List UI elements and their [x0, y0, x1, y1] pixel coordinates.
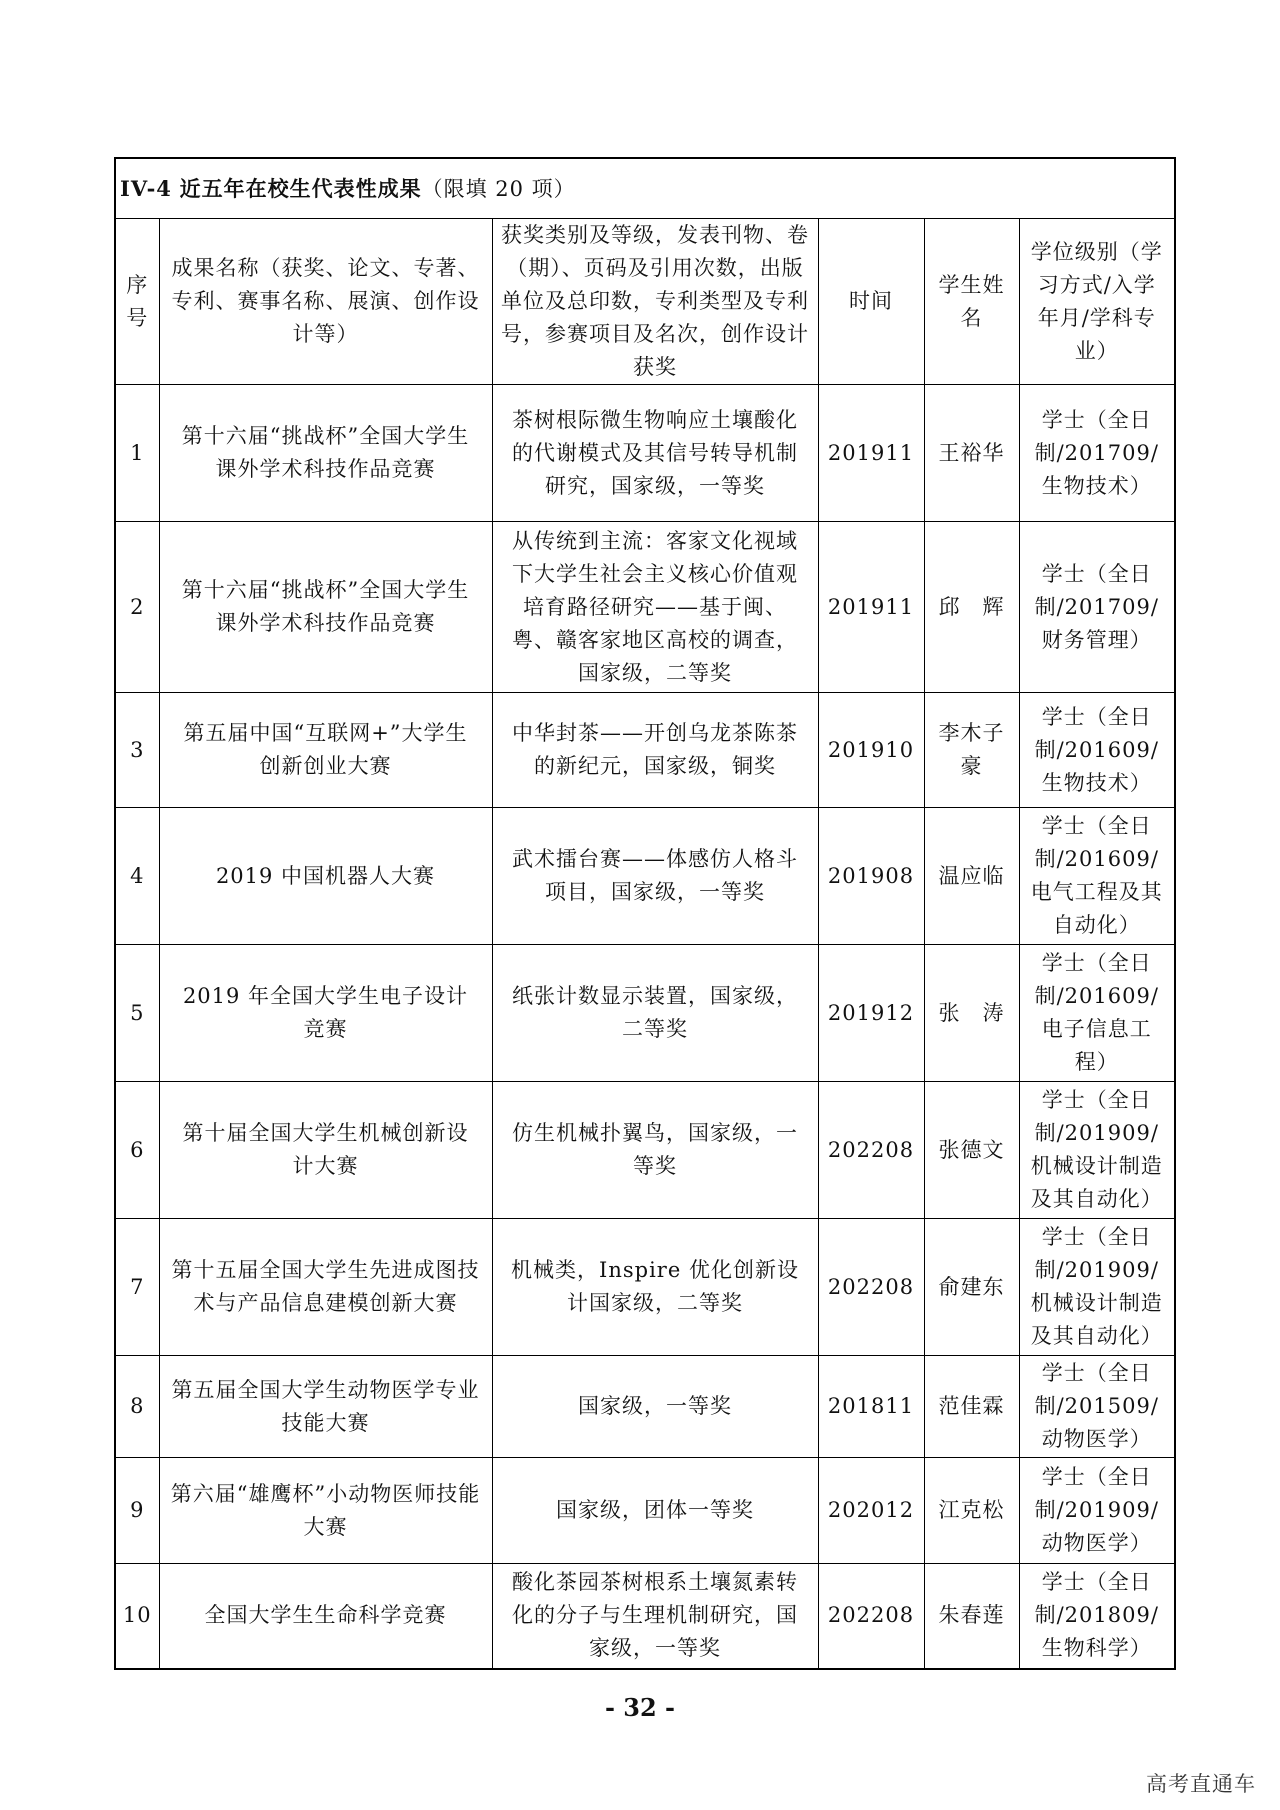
table-row — [115, 808, 1175, 945]
row-detail: 酸化茶园茶树根系土壤氮素转化的分子与生理机制研究，国家级，一等奖 — [492, 1564, 818, 1669]
title-code: IV-4 — [120, 175, 172, 201]
row-name: 第五届全国大学生动物医学专业技能大赛 — [159, 1356, 492, 1458]
title-text: 近五年在校生代表性成果 — [179, 175, 422, 201]
header-detail: 获奖类别及等级，发表刊物、卷（期）、页码及引用次数，出版单位及总印数，专利类型及专利号，参赛项目及名次，创作设计获奖 — [492, 219, 818, 385]
row-detail: 中华封茶——开创乌龙茶陈茶的新纪元，国家级，铜奖 — [492, 693, 818, 808]
row-degree: 学士（全日制/201809/生物科学） — [1019, 1564, 1175, 1669]
row-detail: 纸张计数显示装置，国家级，二等奖 — [492, 945, 818, 1082]
header-time: 时间 — [818, 219, 924, 385]
row-name: 全国大学生生命科学竞赛 — [159, 1564, 492, 1669]
row-detail: 仿生机械扑翼鸟，国家级，一等奖 — [492, 1082, 818, 1219]
row-name: 2019 年全国大学生电子设计竞赛 — [159, 945, 492, 1082]
row-seq: 4 — [115, 808, 159, 945]
header-name: 成果名称（获奖、论文、专著、专利、赛事名称、展演、创作设计等） — [159, 219, 492, 385]
row-time: 202012 — [818, 1458, 924, 1564]
row-detail: 机械类，Inspire 优化创新设计国家级，二等奖 — [492, 1219, 818, 1356]
row-student: 范佳霖 — [924, 1356, 1019, 1458]
title-note: （限填 20 项） — [421, 176, 576, 201]
header-student: 学生姓名 — [924, 219, 1019, 385]
table-row — [115, 385, 1175, 522]
row-seq: 1 — [115, 385, 159, 522]
row-detail: 武术擂台赛——体感仿人格斗项目，国家级，一等奖 — [492, 808, 818, 945]
row-student: 张德文 — [924, 1082, 1019, 1219]
table-row — [115, 1564, 1175, 1669]
row-name: 第十六届“挑战杯”全国大学生课外学术科技作品竞赛 — [159, 385, 492, 522]
row-seq: 3 — [115, 693, 159, 808]
row-seq: 5 — [115, 945, 159, 1082]
row-student: 李木子豪 — [924, 693, 1019, 808]
table-row — [115, 1219, 1175, 1356]
row-degree: 学士（全日制/201909/机械设计制造及其自动化） — [1019, 1082, 1175, 1219]
row-student: 温应临 — [924, 808, 1019, 945]
row-detail: 国家级，团体一等奖 — [492, 1458, 818, 1564]
row-time: 201908 — [818, 808, 924, 945]
table-title-row — [115, 158, 1175, 219]
row-detail: 国家级，一等奖 — [492, 1356, 818, 1458]
row-time: 202208 — [818, 1564, 924, 1669]
table-row — [115, 1082, 1175, 1219]
row-degree: 学士（全日制/201909/动物医学） — [1019, 1458, 1175, 1564]
row-degree: 学士（全日制/201609/生物技术） — [1019, 693, 1175, 808]
header-seq: 序号 — [115, 219, 159, 385]
row-student: 俞建东 — [924, 1219, 1019, 1356]
row-degree: 学士（全日制/201609/电气工程及其自动化） — [1019, 808, 1175, 945]
header-row — [115, 219, 1175, 385]
row-time: 201910 — [818, 693, 924, 808]
table-row — [115, 1458, 1175, 1564]
row-name: 第六届“雄鹰杯”小动物医师技能大赛 — [159, 1458, 492, 1564]
table-row — [115, 522, 1175, 693]
row-student: 邱 辉 — [924, 522, 1019, 693]
row-seq: 7 — [115, 1219, 159, 1356]
row-student: 朱春莲 — [924, 1564, 1019, 1669]
row-student: 张 涛 — [924, 945, 1019, 1082]
watermark-text: 高考直通车 — [1146, 1772, 1256, 1796]
row-seq: 8 — [115, 1356, 159, 1458]
row-time: 201811 — [818, 1356, 924, 1458]
row-seq: 6 — [115, 1082, 159, 1219]
table-row — [115, 1356, 1175, 1458]
row-time: 201912 — [818, 945, 924, 1082]
row-time: 201911 — [818, 385, 924, 522]
table-row — [115, 945, 1175, 1082]
row-seq: 10 — [115, 1564, 159, 1669]
achievements-table-wrap — [114, 157, 1174, 1670]
row-detail: 从传统到主流：客家文化视域下大学生社会主义核心价值观培育路径研究——基于闽、粤、赣客家地区高校的调查，国家级，二等奖 — [492, 522, 818, 693]
table-row — [115, 693, 1175, 808]
achievements-table — [114, 157, 1176, 1670]
row-name: 第十届全国大学生机械创新设计大赛 — [159, 1082, 492, 1219]
row-name: 第五届中国“互联网+”大学生创新创业大赛 — [159, 693, 492, 808]
page-number: - 32 - — [604, 1693, 676, 1722]
row-time: 202208 — [818, 1082, 924, 1219]
row-degree: 学士（全日制/201709/财务管理） — [1019, 522, 1175, 693]
row-name: 第十六届“挑战杯”全国大学生课外学术科技作品竞赛 — [159, 522, 492, 693]
row-student: 王裕华 — [924, 385, 1019, 522]
row-name: 第十五届全国大学生先进成图技术与产品信息建模创新大赛 — [159, 1219, 492, 1356]
row-degree: 学士（全日制/201609/电子信息工程） — [1019, 945, 1175, 1082]
row-degree: 学士（全日制/201909/机械设计制造及其自动化） — [1019, 1219, 1175, 1356]
row-detail: 茶树根际微生物响应土壤酸化的代谢模式及其信号转导机制研究，国家级，一等奖 — [492, 385, 818, 522]
row-time: 201911 — [818, 522, 924, 693]
row-time: 202208 — [818, 1219, 924, 1356]
header-degree: 学位级别（学习方式/入学年月/学科专业） — [1019, 219, 1175, 385]
row-student: 江克松 — [924, 1458, 1019, 1564]
table-title — [115, 158, 1175, 219]
row-degree: 学士（全日制/201709/生物技术） — [1019, 385, 1175, 522]
row-name: 2019 中国机器人大赛 — [159, 808, 492, 945]
row-seq: 9 — [115, 1458, 159, 1564]
row-seq: 2 — [115, 522, 159, 693]
row-degree: 学士（全日制/201509/动物医学） — [1019, 1356, 1175, 1458]
